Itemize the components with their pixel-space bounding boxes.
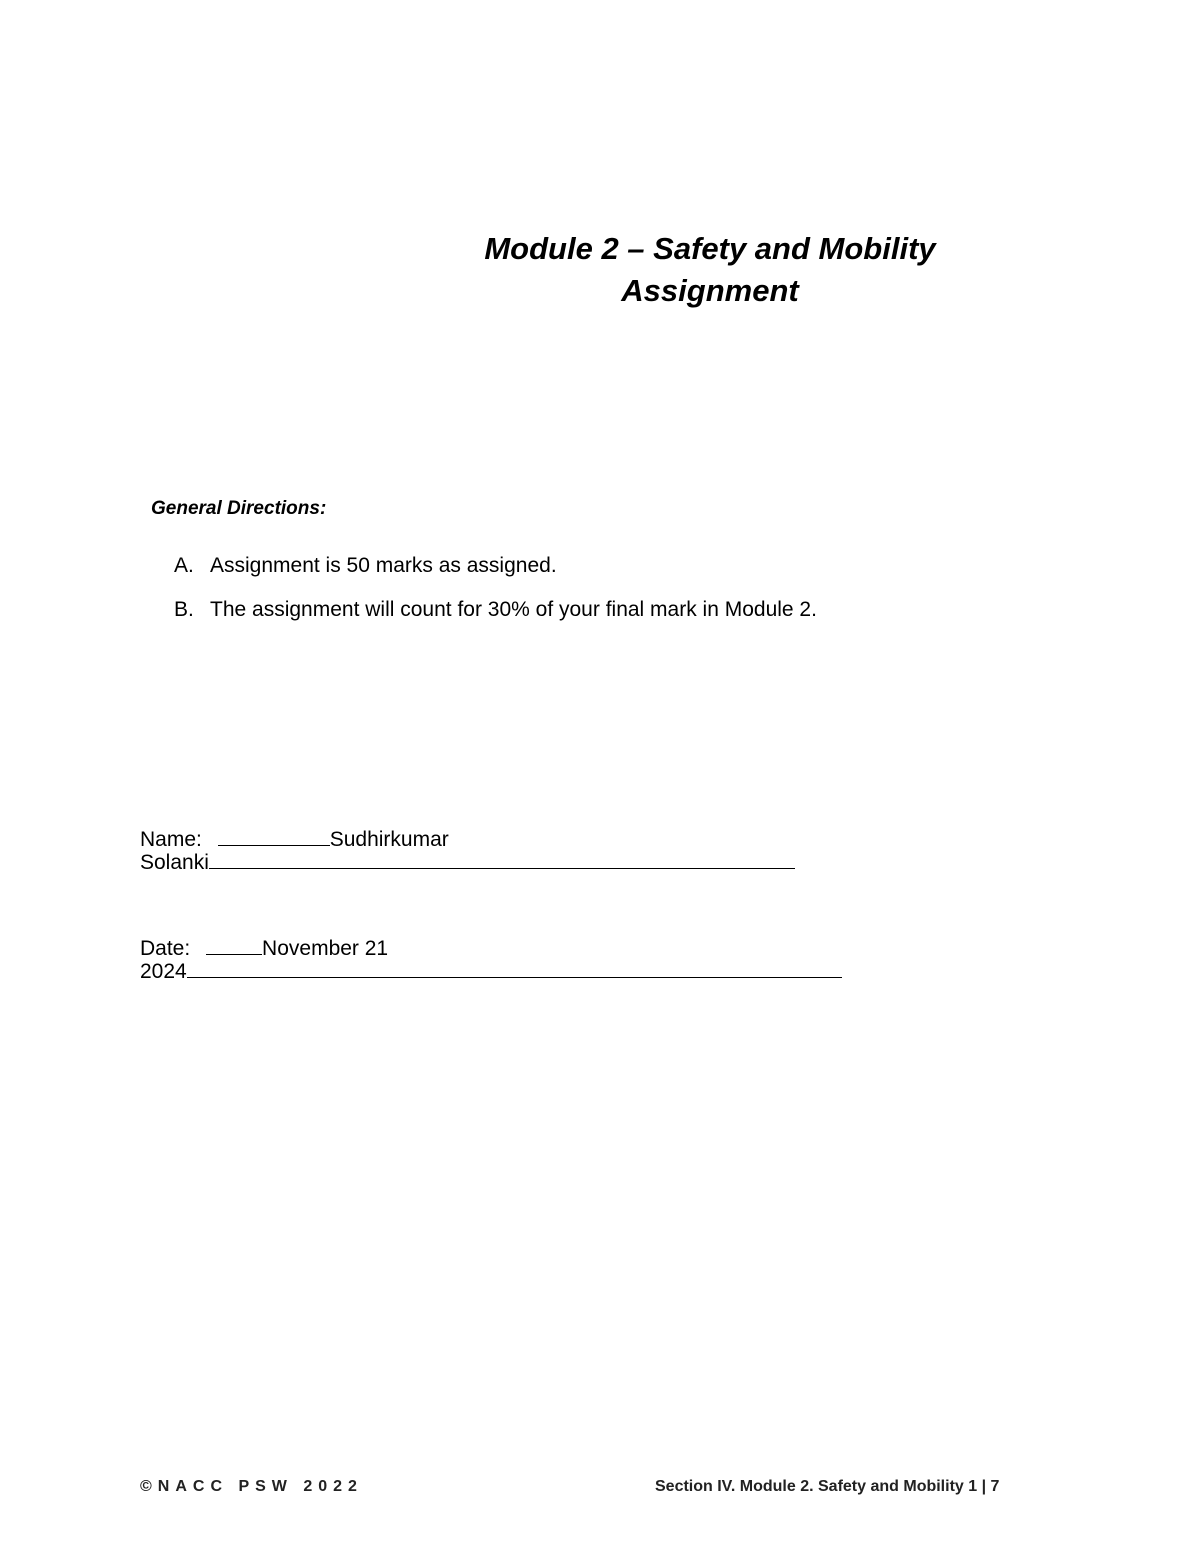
directions-list bbox=[174, 553, 817, 641]
date-value-line-2: 2024 bbox=[140, 960, 187, 983]
name-underline bbox=[218, 828, 330, 846]
list-marker: B. bbox=[174, 598, 194, 621]
general-directions-heading: General Directions: bbox=[151, 498, 327, 519]
list-item bbox=[174, 597, 817, 623]
list-item-text: Assignment is 50 marks as assigned. bbox=[210, 554, 557, 577]
date-label: Date: bbox=[140, 937, 191, 960]
title-line-2: Assignment bbox=[621, 273, 799, 308]
footer-section-page: Section IV. Module 2. Safety and Mobility 1 | 7 bbox=[655, 1478, 1000, 1495]
date-value-line-1: November 21 bbox=[262, 937, 389, 960]
date-field bbox=[140, 937, 842, 983]
footer-copyright: ©NACC PSW 2022 bbox=[140, 1478, 363, 1495]
list-item-text: The assignment will count for 30% of your final mark in Module 2. bbox=[210, 598, 817, 621]
name-field bbox=[140, 828, 795, 874]
name-label: Name: bbox=[140, 828, 202, 851]
title-line-1: Module 2 – Safety and Mobility bbox=[484, 231, 936, 266]
list-marker: A. bbox=[174, 554, 194, 577]
date-underline bbox=[206, 937, 262, 955]
page-title bbox=[480, 228, 940, 312]
name-value-line-1: Sudhirkumar bbox=[329, 828, 449, 851]
list-item bbox=[174, 553, 817, 579]
date-underline-trailing bbox=[187, 960, 842, 978]
name-value-line-2: Solanki bbox=[140, 851, 209, 874]
name-underline-trailing bbox=[209, 851, 795, 869]
